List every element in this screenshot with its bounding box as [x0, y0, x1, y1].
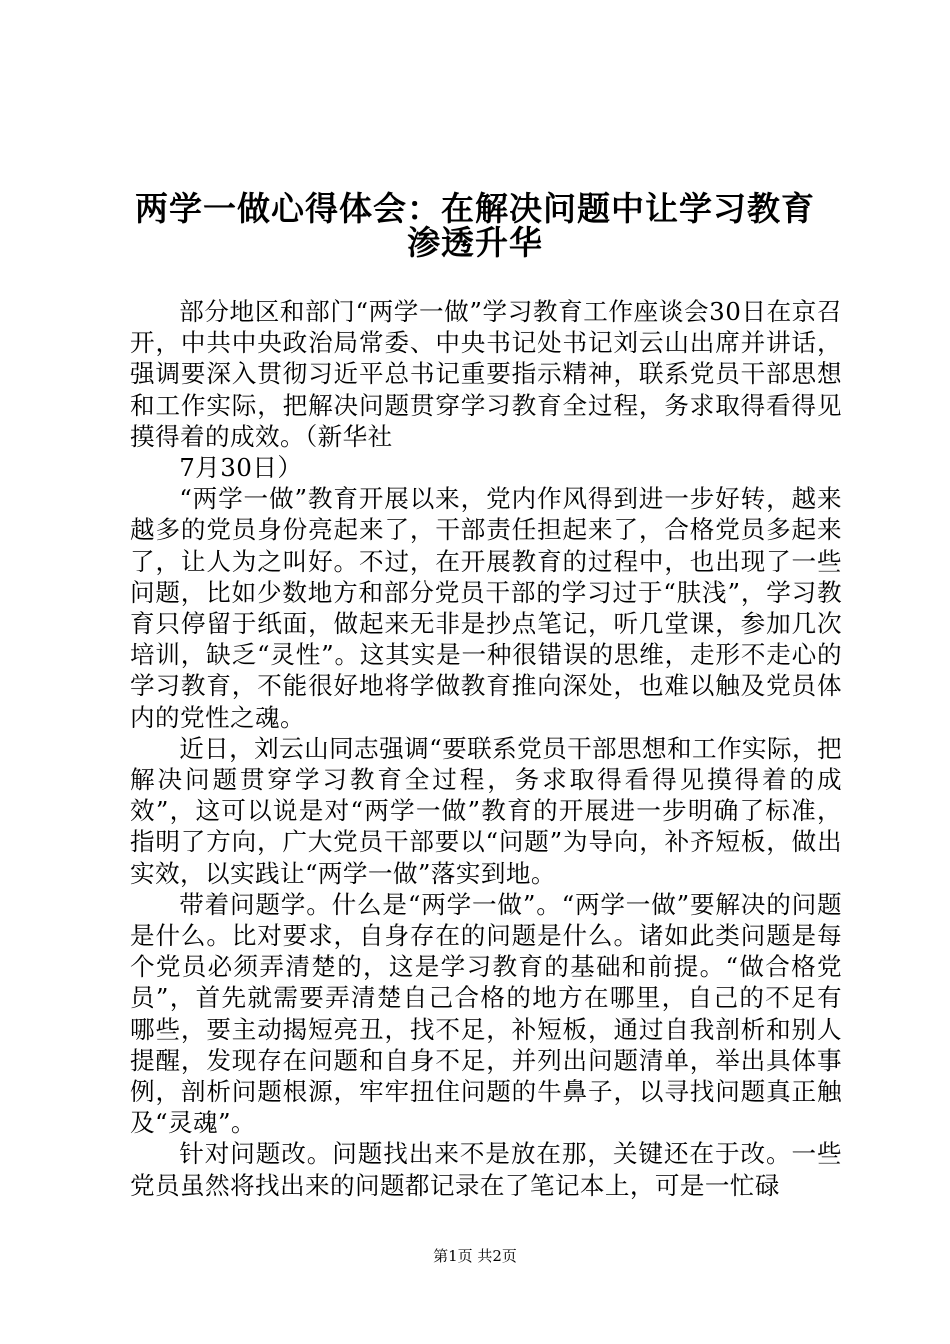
- document-body: [130, 296, 842, 1201]
- paragraph: 近日，刘云山同志强调“要联系党员干部思想和工作实际，把解决问题贯穿学习教育全过程，务求取得看得见摸得着的成效”，这可以说是对“两学一做”教育的开展进一步明确了标准，指明了方向，广大党员干部要以“问题”为导向，补齐短板，做出实效，以实践让“两学一做”落实到地。: [130, 733, 842, 888]
- paragraph: 针对问题改。问题找出来不是放在那，关键还在于改。一些党员虽然将找出来的问题都记录在了笔记本上，可是一忙碌: [130, 1139, 842, 1200]
- page-footer: 第1页 共2页: [433, 1247, 517, 1265]
- paragraph: 7月30日）: [179, 453, 303, 483]
- paragraph: “两学一做”教育开展以来，党内作风得到进一步好转，越来越多的党员身份亮起来了，干部责任担起来了，合格党员多起来了，让人为之叫好。不过，在开展教育的过程中，也出现了一些问题，比如少数地方和部分党员干部的学习过于“肤浅”，学习教育只停留于纸面，做起来无非是抄点笔记，听几堂课，参加几次培训，缺乏“灵性”。这其实是一种很错误的思维，走形不走心的学习教育，不能很好地将学做教育推向深处，也难以触及党员体内的党性之魂。: [130, 484, 842, 732]
- document-title-line-1: 两学一做心得体会：在解决问题中让学习教育: [135, 189, 815, 228]
- paragraph: 带着问题学。什么是“两学一做”。“两学一做”要解决的问题是什么。比对要求，自身存在的问题是什么。诸如此类问题是每个党员必须弄清楚的，这是学习教育的基础和前提。“做合格党员”，首先就需要弄清楚自己合格的地方在哪里，自己的不足有哪些，要主动揭短亮丑，找不足，补短板，通过自我剖析和别人提醒，发现存在问题和自身不足，并列出问题清单，举出具体事例，剖析问题根源，牢牢扭住问题的牛鼻子，以寻找问题真正触及“灵魂”。: [130, 889, 842, 1138]
- document-title-line-2: 渗透升华: [407, 223, 543, 262]
- paragraph: 部分地区和部门“两学一做”学习教育工作座谈会30日在京召开，中共中央政治局常委、中央书记处书记刘云山出席并讲话，强调要深入贯彻习近平总书记重要指示精神，联系党员干部思想和工作实际，把解决问题贯穿学习教育全过程，务求取得看得见摸得着的成效。（新华社: [130, 297, 842, 451]
